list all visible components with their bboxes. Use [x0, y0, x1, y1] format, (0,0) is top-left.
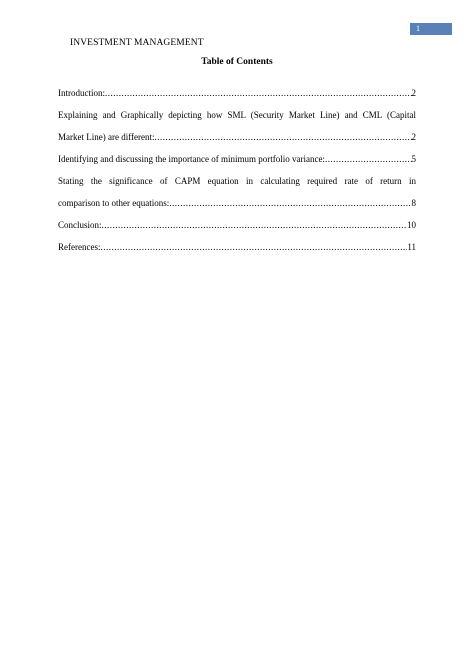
table-of-contents — [58, 82, 416, 258]
toc-entry-text: Identifying and discussing the importance of minimum portfolio variance: — [58, 154, 325, 164]
toc-leader-dots — [155, 126, 412, 148]
running-header: INVESTMENT MANAGEMENT — [70, 38, 204, 48]
toc-line — [58, 148, 416, 170]
toc-entry-page: 2 — [411, 132, 416, 142]
toc-entry-page: 10 — [407, 220, 416, 230]
toc-leader-dots — [105, 82, 412, 104]
toc-entry-page: 2 — [411, 88, 416, 98]
toc-entry-page: 8 — [411, 198, 416, 208]
toc-leader-dots — [169, 192, 411, 214]
toc-line — [58, 192, 416, 214]
toc-entry-references[interactable] — [58, 236, 416, 258]
toc-entry-capm[interactable] — [58, 170, 416, 214]
toc-entry-sml-cml[interactable] — [58, 104, 416, 148]
toc-line — [58, 214, 416, 236]
toc-entry-text: Explaining and Graphically depicting how SML (Security Market Line) and CML (Capital — [58, 110, 416, 120]
toc-leader-dots — [102, 214, 407, 236]
toc-entry-text: Stating the significance of CAPM equation in calculating required rate of return in — [58, 176, 416, 186]
page-number-badge — [410, 23, 452, 35]
toc-entry-text: Market Line) are different: — [58, 132, 155, 142]
toc-entry-text: comparison to other equations: — [58, 198, 170, 208]
toc-entry-conclusion[interactable] — [58, 214, 416, 236]
toc-entry-page: 5 — [411, 154, 416, 164]
toc-entry-minimum-variance[interactable] — [58, 148, 416, 170]
toc-leader-dots — [325, 148, 412, 170]
toc-line — [58, 236, 416, 258]
toc-line — [58, 82, 416, 104]
toc-line — [58, 126, 416, 148]
toc-entry-introduction[interactable] — [58, 82, 416, 104]
toc-entry-text: Conclusion: — [58, 220, 102, 230]
toc-leader-dots — [100, 236, 407, 258]
toc-entry-text: Introduction: — [58, 88, 105, 98]
toc-entry-page: 11 — [407, 242, 416, 252]
page-number: 1 — [416, 24, 420, 33]
toc-title: Table of Contents — [201, 57, 273, 67]
toc-entry-text: References: — [58, 242, 101, 252]
